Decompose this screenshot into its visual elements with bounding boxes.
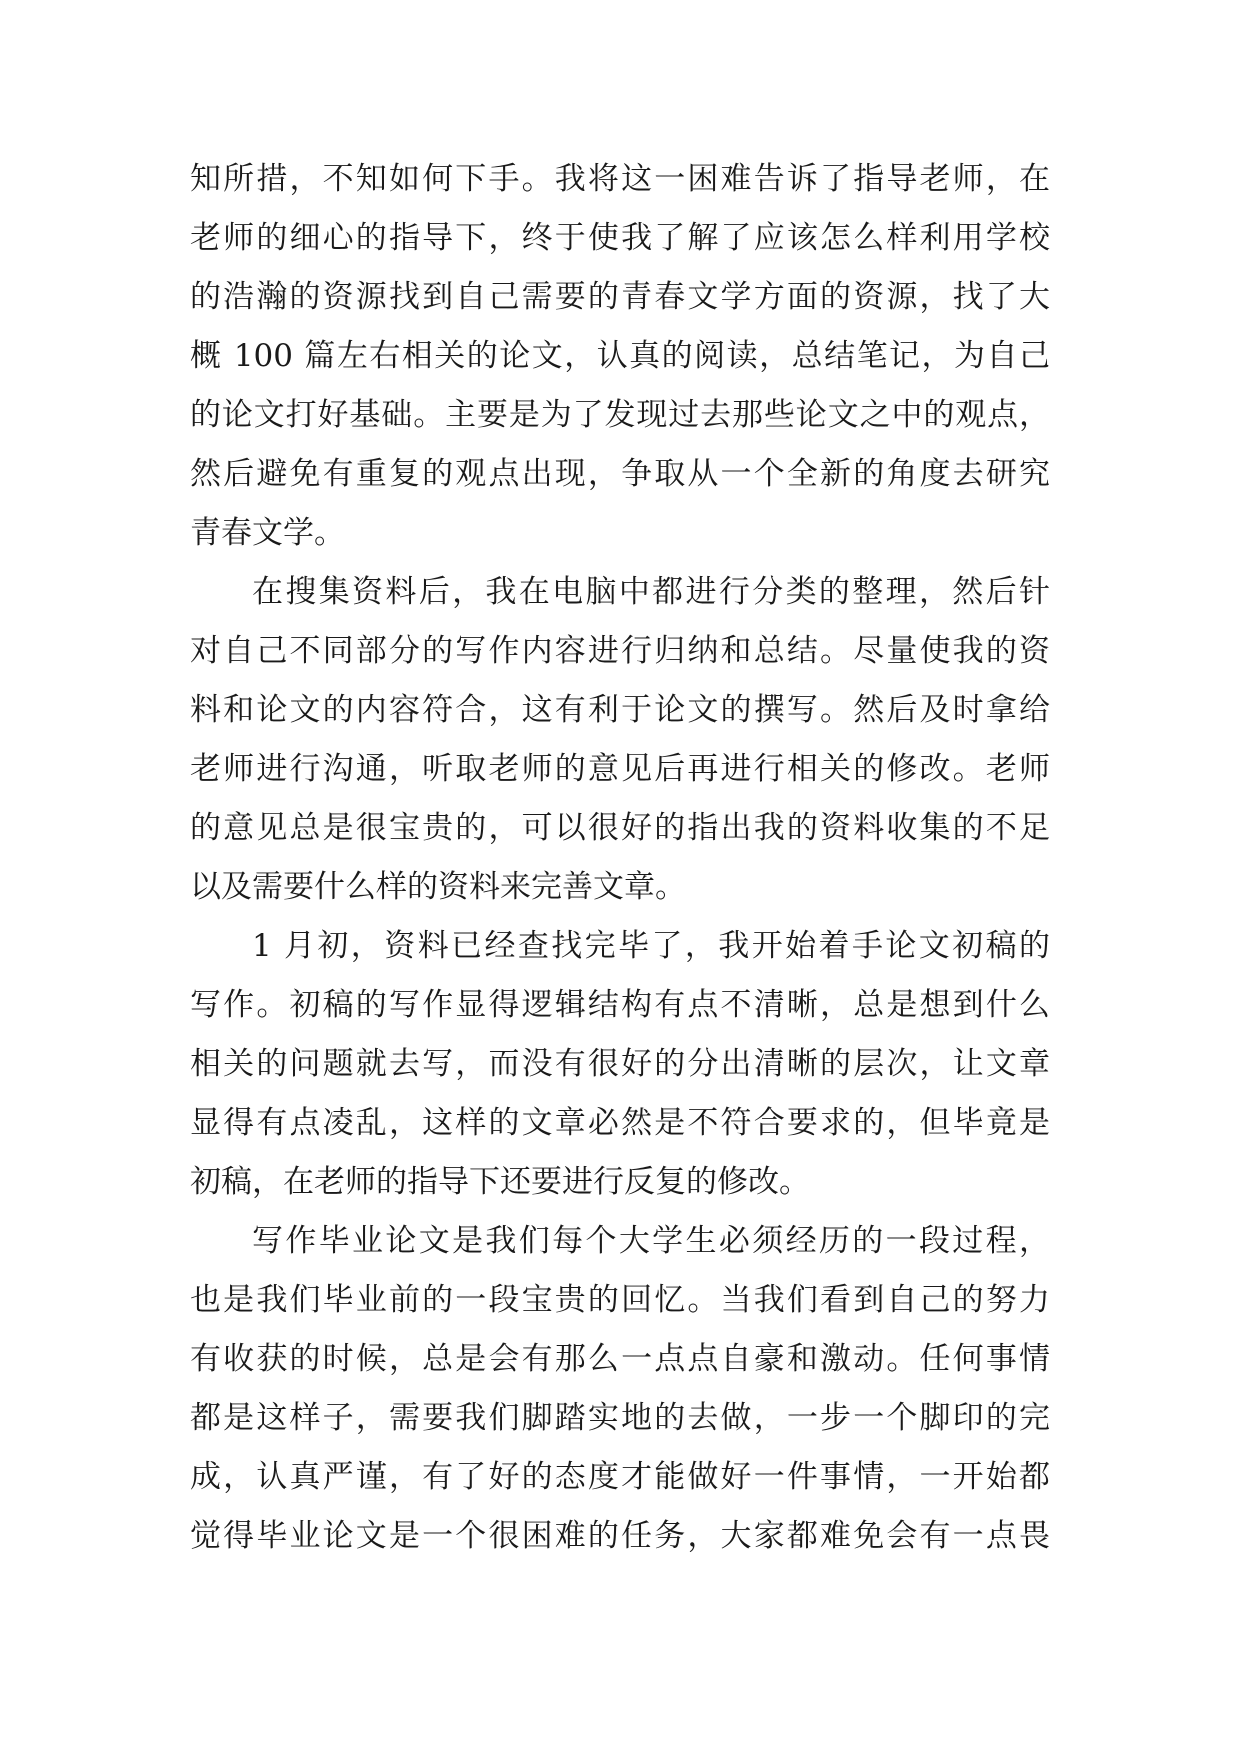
text-line: 知所措，不知如何下手。我将这一困难告诉了指导老师，在 — [190, 161, 1050, 197]
text-line: 料和论文的内容符合，这有利于论文的撰写。然后及时拿给 — [190, 692, 1050, 728]
text-line: 初稿，在老师的指导下还要进行反复的修改。 — [190, 1164, 810, 1200]
text-line: 概 100 篇左右相关的论文，认真的阅读，总结笔记，为自己 — [190, 338, 1050, 374]
paragraph-4 — [190, 1212, 1050, 1566]
text-line: 也是我们毕业前的一段宝贵的回忆。当我们看到自己的努力 — [190, 1282, 1050, 1318]
text-line: 的浩瀚的资源找到自己需要的青春文学方面的资源，找了大 — [190, 279, 1050, 315]
text-line: 都是这样子，需要我们脚踏实地的去做，一步一个脚印的完 — [190, 1400, 1050, 1436]
text-line: 显得有点凌乱，这样的文章必然是不符合要求的，但毕竟是 — [190, 1105, 1050, 1141]
text-line: 老师进行沟通，听取老师的意见后再进行相关的修改。老师 — [190, 751, 1050, 787]
text-line: 以及需要什么样的资料来完善文章。 — [190, 869, 686, 905]
paragraph-1 — [190, 150, 1050, 563]
text-line: 然后避免有重复的观点出现，争取从一个全新的角度去研究 — [190, 456, 1050, 492]
text-line: 写作。初稿的写作显得逻辑结构有点不清晰，总是想到什么 — [190, 987, 1050, 1023]
text-line: 在搜集资料后，我在电脑中都进行分类的整理，然后针 — [252, 574, 1050, 610]
text-line: 的论文打好基础。主要是为了发现过去那些论文之中的观点， — [190, 397, 1050, 433]
text-line: 的意见总是很宝贵的，可以很好的指出我的资料收集的不足 — [190, 810, 1050, 846]
text-line: 觉得毕业论文是一个很困难的任务，大家都难免会有一点畏 — [190, 1518, 1050, 1554]
text-line: 写作毕业论文是我们每个大学生必须经历的一段过程， — [252, 1223, 1050, 1259]
text-line: 成，认真严谨，有了好的态度才能做好一件事情，一开始都 — [190, 1459, 1050, 1495]
document-body — [190, 150, 1050, 1566]
text-line: 1 月初，资料已经查找完毕了，我开始着手论文初稿的 — [252, 928, 1050, 964]
paragraph-3 — [190, 917, 1050, 1212]
text-line: 对自己不同部分的写作内容进行归纳和总结。尽量使我的资 — [190, 633, 1050, 669]
text-line: 相关的问题就去写，而没有很好的分出清晰的层次，让文章 — [190, 1046, 1050, 1082]
text-line: 老师的细心的指导下，终于使我了解了应该怎么样利用学校 — [190, 220, 1050, 256]
text-line: 青春文学。 — [190, 515, 345, 551]
text-line: 有收获的时候，总是会有那么一点点自豪和激动。任何事情 — [190, 1341, 1050, 1377]
paragraph-2 — [190, 563, 1050, 917]
